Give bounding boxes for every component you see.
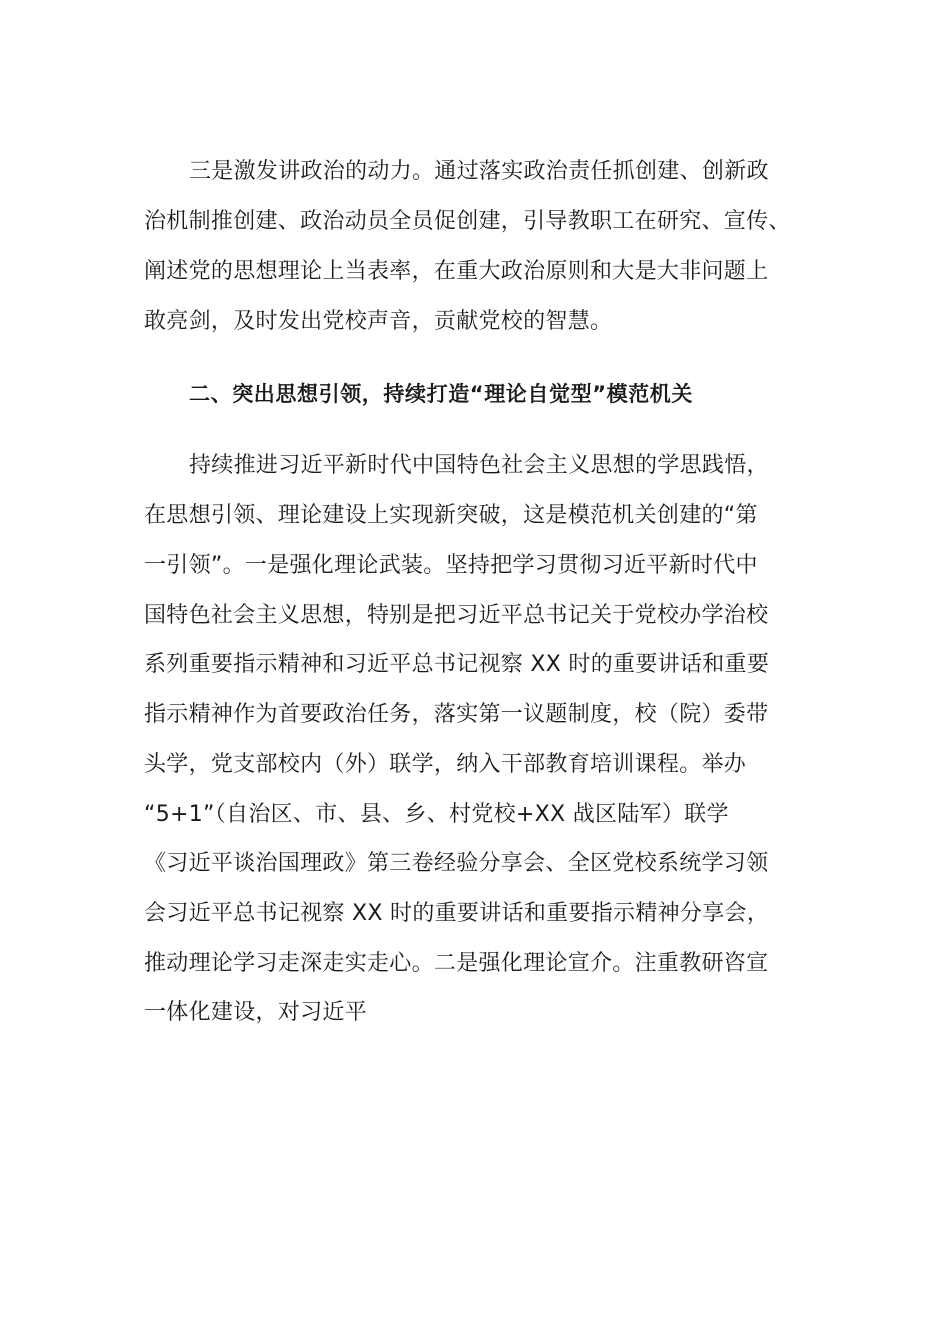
paragraph-2-line-2: 在思想引领、理论建设上实现新突破，这是模范机关创建的“第 [144,503,758,528]
paragraph-2-line-9: 《习近平谈治国理政》第三卷经验分享会、全区党校系统学习领 [144,851,769,876]
paragraph-1-line-1: 三是激发讲政治的动力。通过落实政治责任抓创建、创新政 [189,159,769,184]
paragraph-2-line-12: 一体化建设，对习近平 [144,1000,368,1025]
paragraph-2-line-1: 持续推进习近平新时代中国特色社会主义思想的学思践悟， [189,453,769,478]
paragraph-1-line-2: 治机制推创建、政治动员全员促创建，引导教职工在研究、宣传、 [144,209,791,234]
paragraph-1-line-3: 阐述党的思想理论上当表率，在重大政治原则和大是大非问题上 [144,259,769,284]
section-heading: 二、突出思想引领，持续打造“理论自觉型”模范机关 [189,382,694,406]
paragraph-2-line-3: 一引领”。一是强化理论武装。坚持把学习贯彻习近平新时代中 [144,553,758,578]
paragraph-1-line-4: 敢亮剑，及时发出党校声音，贡献党校的智慧。 [144,309,613,334]
paragraph-2-line-11: 推动理论学习走深走实走心。二是强化理论宣介。注重教研咨宣 [144,951,769,976]
paragraph-2-line-10: 会习近平总书记视察 XX 时的重要讲话和重要指示精神分享会， [144,901,770,926]
paragraph-2-line-7: 头学，党支部校内（外）联学，纳入干部教育培训课程。举办 [144,752,747,777]
paragraph-2-line-8: “5+1”（自治区、市、县、乡、村党校+XX 战区陆军）联学 [144,802,729,827]
paragraph-2-line-6: 指示精神作为首要政治任务，落实第一议题制度，校（院）委带 [144,702,769,727]
paragraph-2-line-4: 国特色社会主义思想，特别是把习近平总书记关于党校办学治校 [144,603,769,628]
paragraph-2-line-5: 系列重要指示精神和习近平总书记视察 XX 时的重要讲话和重要 [144,652,770,677]
